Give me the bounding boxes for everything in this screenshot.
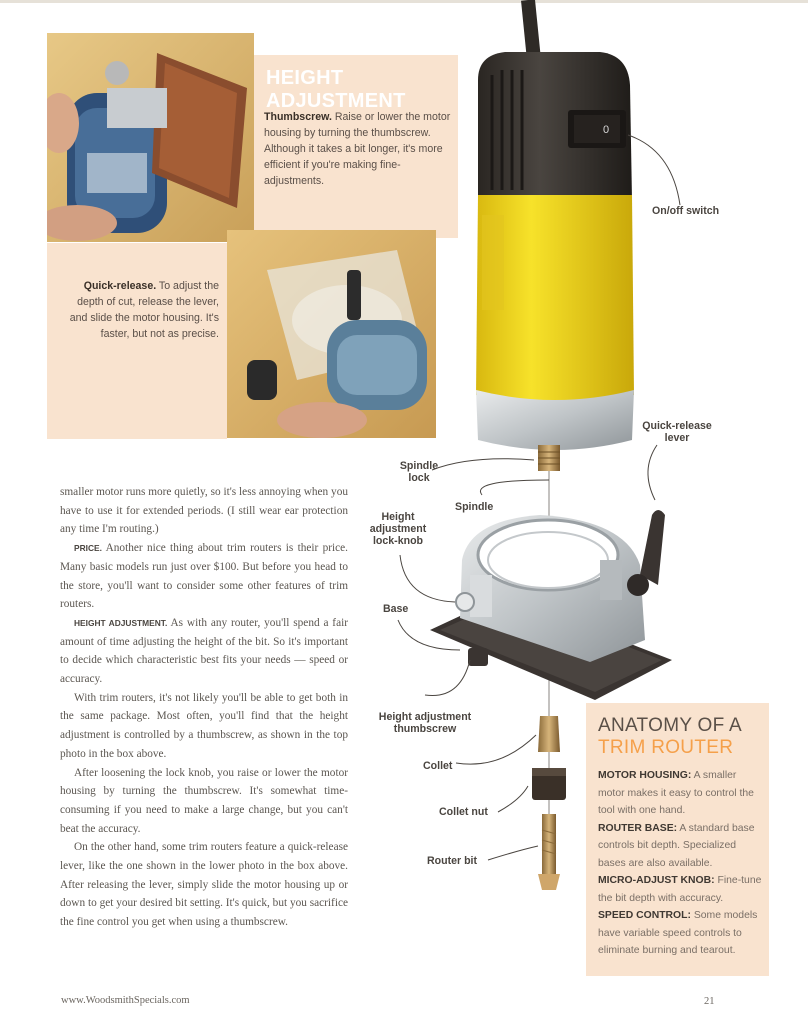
callout-thumbscrew-line2: thumbscrew bbox=[393, 723, 457, 735]
anatomy-item bbox=[598, 820, 762, 873]
quick-release-panel bbox=[47, 243, 227, 439]
anatomy-item bbox=[598, 907, 762, 960]
router-bit bbox=[542, 814, 556, 874]
price-runin: PRICE. bbox=[74, 543, 102, 554]
anatomy-desc: A smaller motor makes it easy to control the tool with one hand. bbox=[598, 770, 754, 816]
callout-quick-release-line1: Quick-release bbox=[642, 420, 712, 432]
paragraph-price bbox=[60, 539, 348, 614]
anatomy-term: SPEED CONTROL: bbox=[598, 910, 691, 921]
height-adjustment-title: HEIGHT ADJUSTMENT bbox=[266, 67, 406, 112]
thumbscrew-lead: Thumbscrew. bbox=[264, 111, 332, 123]
callout-lock-knob bbox=[356, 511, 440, 547]
quick-release-lever bbox=[640, 510, 665, 585]
callout-base: Base bbox=[383, 603, 409, 615]
quick-release-text: To adjust the depth of cut, release the lever, and slide the motor housing. It's faster, but not as precise. bbox=[69, 280, 219, 340]
callout-height-thumbscrew bbox=[365, 711, 485, 735]
thumbscrew bbox=[468, 648, 488, 666]
callout-collet: Collet bbox=[423, 760, 453, 772]
anatomy-term: ROUTER BASE: bbox=[598, 822, 678, 834]
quick-release-description bbox=[59, 278, 219, 342]
paragraph-height-adjustment bbox=[60, 614, 348, 689]
page-number: 21 bbox=[704, 996, 715, 1007]
callout-on-off-switch: On/off switch bbox=[652, 205, 720, 217]
footer-url: www.WoodsmithSpecials.com bbox=[61, 995, 190, 1006]
callout-quick-release-line2: lever bbox=[664, 432, 690, 444]
price-text: Another nice thing about trim routers is their price. Many basic models run just over $100. But before you head to the store, you'll want to consider some other features of trim routers. bbox=[60, 542, 348, 611]
switch-mark: 0 bbox=[603, 124, 610, 136]
power-cord bbox=[528, 0, 534, 60]
height-adjustment-text: As with any router, you'll spend a fair amount of time adjusting the height of the bit. So it's important to decide which characteristic best fits your needs — speed or accuracy. bbox=[60, 616, 348, 686]
anatomy-item bbox=[598, 872, 762, 907]
anatomy-desc: A standard base controls bit depth. Specialized bases are also available. bbox=[598, 822, 755, 869]
paragraph-5: After loosening the lock knob, you raise or lower the motor housing by turning the thumbscrew. It's somewhat time-consuming if you need to make a large change, but you can't beat the accuracy. bbox=[60, 766, 348, 835]
callout-lock-knob-line1: Height bbox=[381, 511, 415, 523]
article-body bbox=[60, 483, 348, 932]
thumbscrew-photo bbox=[47, 33, 254, 242]
callout-lock-knob-line3: lock-knob bbox=[372, 535, 424, 547]
height-adjustment-runin: HEIGHT ADJUSTMENT. bbox=[74, 617, 168, 628]
anatomy-desc: Some models have variable speed controls to eliminate burning and tearout. bbox=[598, 910, 758, 956]
anatomy-sidebar bbox=[586, 703, 769, 976]
callout-router-bit: Router bit bbox=[427, 855, 478, 867]
anatomy-title-line2: TRIM ROUTER bbox=[598, 737, 734, 758]
paragraph-4: With trim routers, it's not likely you'll be able to get both in the same package. Most often, you'll find that the height adjustment is controlled by a thumbscrew, as shown in the top photo in the box above. bbox=[60, 691, 348, 760]
paragraph-6: On the other hand, some trim routers feature a quick-release lever, like the one shown in the lower photo in the box above. After releasing the lever, simply slide the motor housing up or down to get your desired bit setting. It's quick, but you sacrifice the fine control you get when using a thumbscrew. bbox=[60, 841, 348, 929]
callout-thumbscrew-line1: Height adjustment bbox=[378, 711, 472, 723]
anatomy-item bbox=[598, 767, 762, 820]
collet bbox=[538, 716, 560, 752]
quick-release-lead: Quick-release. bbox=[83, 280, 157, 292]
anatomy-title-line1: ANATOMY OF A bbox=[598, 715, 743, 736]
callout-spindle: Spindle bbox=[455, 501, 494, 513]
anatomy-term: MICRO-ADJUST KNOB: bbox=[598, 875, 715, 886]
anatomy-desc: Fine-tune the bit depth with accuracy. bbox=[598, 875, 762, 904]
lock-knob bbox=[456, 593, 474, 611]
callout-spindle-lock bbox=[393, 460, 445, 484]
anatomy-list bbox=[598, 767, 762, 960]
callout-spindle-lock-line2: lock bbox=[408, 472, 430, 484]
callout-collet-nut: Collet nut bbox=[439, 806, 488, 818]
callout-lock-knob-line2: adjustment bbox=[369, 523, 427, 535]
paragraph-1: smaller motor runs more quietly, so it's less annoying when you have to use it for extended periods. (I still wear ear protection any time I'm routing.) bbox=[60, 486, 348, 536]
thumbscrew-text: Raise or lower the motor housing by turning the thumbscrew. Although it takes a bit longer, it's more efficient if you're making fine-adjustments. bbox=[264, 111, 451, 187]
anatomy-term: MOTOR HOUSING: bbox=[598, 770, 692, 781]
callout-quick-release-lever bbox=[632, 420, 722, 444]
callout-spindle-lock-line1: Spindle bbox=[399, 460, 439, 472]
